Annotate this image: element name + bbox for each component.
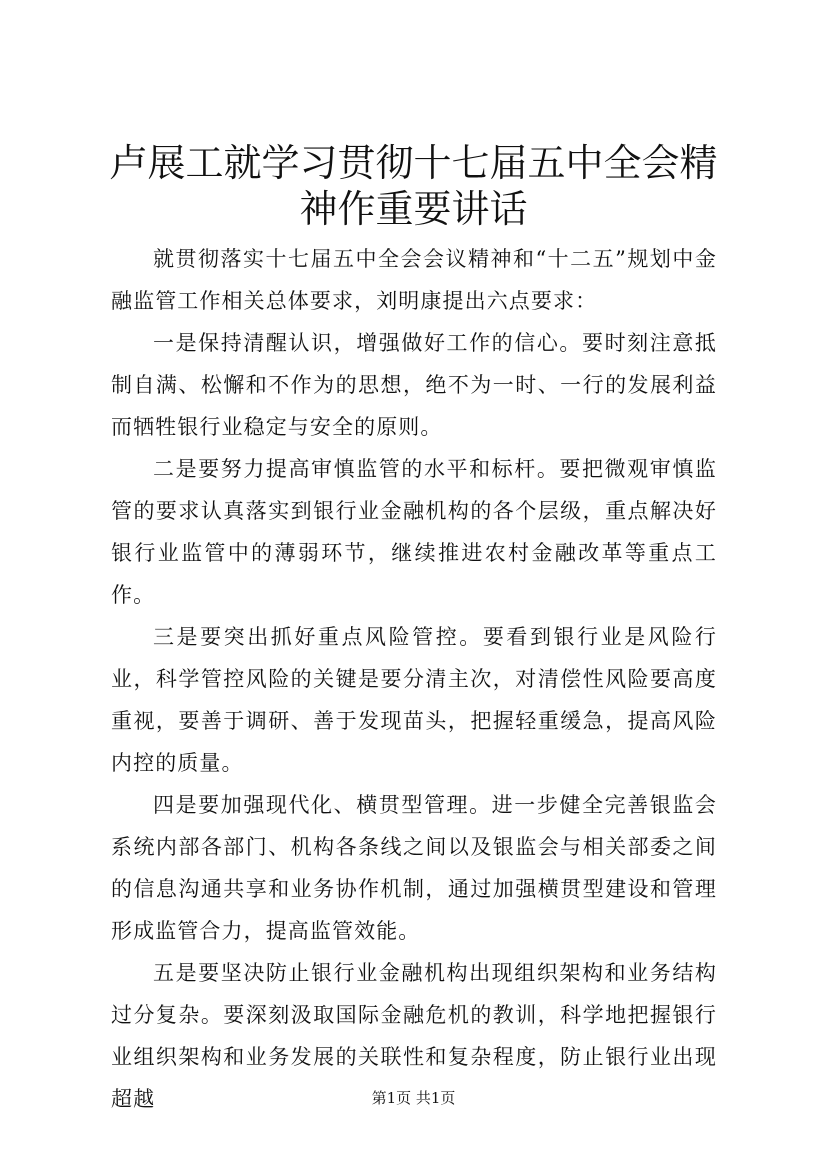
paragraph-point-3: 三是要突出抓好重点风险管控。要看到银行业是风险行业，科学管控风险的关键是要分清主次，对清偿性风险要高度重视，要善于调研、善于发现苗头，把握轻重缓急，提高风险内控的质量。 (111, 625, 717, 775)
paragraph-point-2: 二是要努力提高审慎监管的水平和标杆。要把微观审慎监管的要求认真落实到银行业金融机构的各个层级，重点解决好银行业监管中的薄弱环节，继续推进农村金融改革等重点工作。 (111, 457, 717, 607)
page-footer: 第1页 共1页 (371, 1089, 456, 1107)
paragraph-point-1: 一是保持清醒认识，增强做好工作的信心。要时刻注意抵制自满、松懈和不作为的思想，绝不为一时、一行的发展利益而牺牲银行业稳定与安全的原则。 (111, 331, 717, 439)
document-body (111, 238, 717, 1120)
paragraph-point-5: 五是要坚决防止银行业金融机构出现组织架构和业务结构过分复杂。要深刻汲取国际金融危机的教训，科学地把握银行业组织架构和业务发展的关联性和复杂程度，防止银行业出现超越 (111, 961, 717, 1111)
paragraph-point-4: 四是要加强现代化、横贯型管理。进一步健全完善银监会系统内部各部门、机构各条线之间以及银监会与相关部委之间的信息沟通共享和业务协作机制，通过加强横贯型建设和管理形成监管合力，提高监管效能。 (111, 793, 717, 943)
paragraph-intro: 就贯彻落实十七届五中全会会议精神和“十二五”规划中金融监管工作相关总体要求，刘明康提出六点要求： (111, 247, 717, 313)
document-title: 卢展工就学习贯彻十七届五中全会精神作重要讲话 (109, 141, 718, 231)
